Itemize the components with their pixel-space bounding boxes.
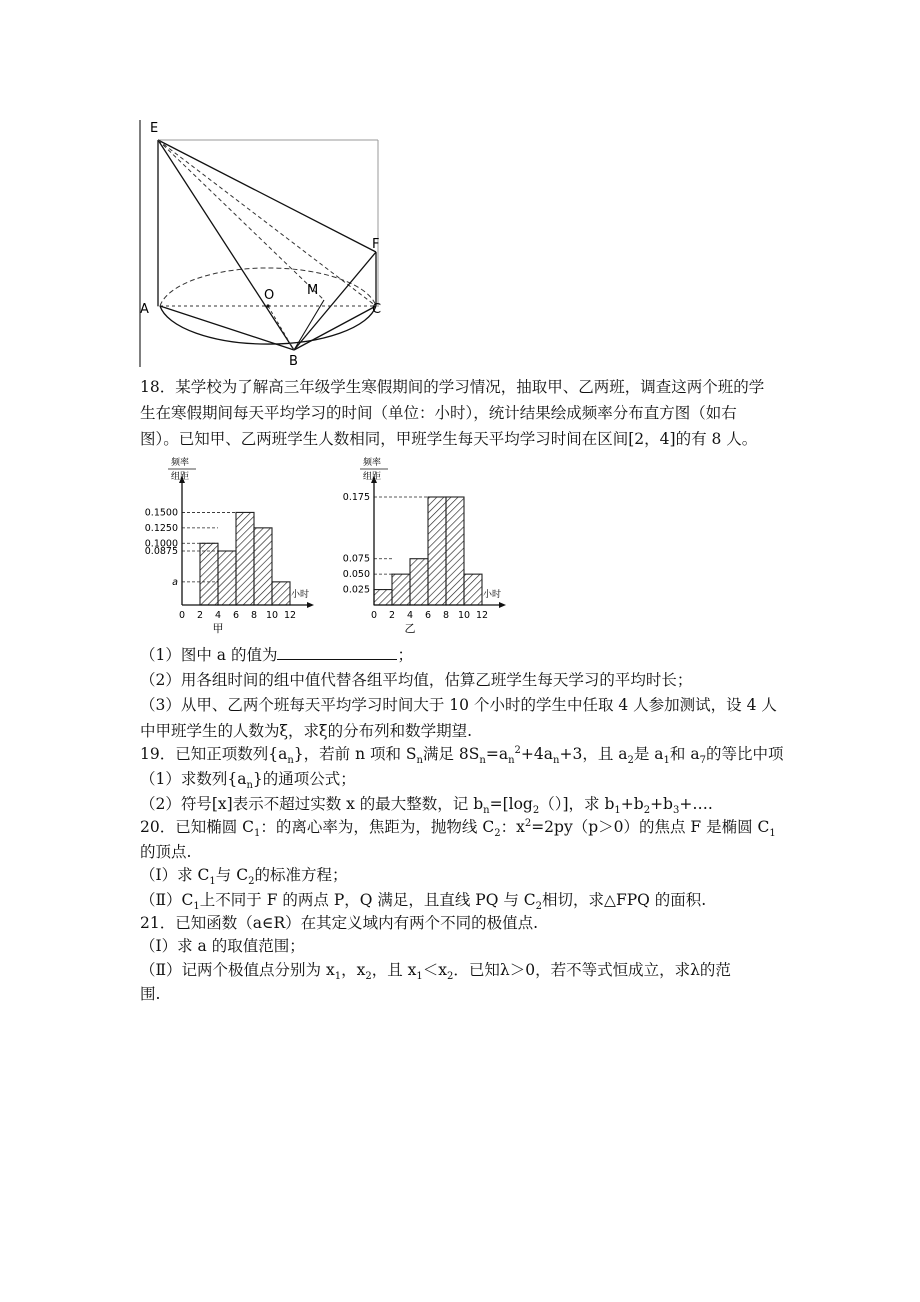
t: 是 a — [633, 745, 664, 763]
sub: 2 — [365, 971, 372, 983]
y-tick-label: 0.1500 — [144, 507, 178, 519]
q21-line-1: 21．已知函数（a∈R）在其定义域内有两个不同的极值点. — [140, 914, 539, 932]
y-label-top: 频率 — [170, 458, 190, 468]
t: +3，且 a — [559, 745, 628, 763]
sub: 1 — [334, 971, 342, 983]
sub: n — [483, 805, 490, 817]
label-F: F — [372, 237, 380, 252]
x-tick-label: 4 — [214, 610, 222, 621]
t: ：x — [500, 818, 525, 836]
chart-title: 乙 — [404, 622, 416, 635]
x-tick-label: 0 — [370, 610, 378, 621]
sub: n — [287, 755, 294, 767]
q21-part-1: （Ⅰ）求 a 的取值范围； — [140, 937, 305, 955]
x-axis-label: 小时 — [482, 590, 502, 600]
histogram-bar — [236, 512, 254, 605]
q19-part-1 — [140, 769, 356, 792]
sub: n — [508, 755, 515, 767]
sub: 1 — [416, 971, 423, 983]
t: }的通项公式； — [252, 770, 356, 788]
x-tick-label: 12 — [475, 610, 489, 621]
geometry-figure — [132, 112, 402, 370]
q18-part-3b: 中甲班学生的人数为ξ，求ξ的分布列和数学期望. — [140, 722, 473, 740]
t: ，x — [341, 961, 366, 979]
t: （）]，求 b — [539, 795, 615, 813]
t: ：的离心率为，焦距为，抛物线 C — [260, 818, 495, 836]
t: ，且 x — [371, 961, 417, 979]
t: =[log — [489, 795, 533, 813]
sub: 1 — [663, 755, 670, 767]
label-O: O — [264, 288, 275, 303]
histogram-bar — [218, 551, 236, 605]
q18-part-3a: （3）从甲、乙两个班每天平均学习时间大于 10 个小时的学生中任取 4 人参加测试，设 4 人 — [140, 696, 777, 714]
label-A: A — [140, 302, 149, 317]
sub: 1 — [614, 805, 621, 817]
x-tick-label: 4 — [406, 610, 414, 621]
t: （Ⅱ）C — [140, 891, 194, 909]
q18-part-1-end: ； — [397, 646, 413, 664]
sub: 2 — [248, 876, 255, 888]
histogram-bar — [272, 582, 290, 605]
t: （Ⅰ）求 C — [140, 866, 210, 884]
q18-part-1-text: （1）图中 a 的值为 — [140, 646, 278, 664]
x-tick-label: 2 — [196, 610, 204, 621]
x-tick-label: 10 — [457, 610, 471, 621]
histogram-bar — [428, 497, 446, 605]
t: 上不同于 F 的两点 P，Q 满足，且直线 PQ 与 C — [199, 891, 536, 909]
y-tick-label: a — [172, 576, 178, 588]
t: ＜x — [422, 961, 448, 979]
histogram-yi — [330, 455, 510, 640]
t: 19．已知正项数列{a — [140, 745, 288, 763]
x-tick-label: 8 — [250, 610, 258, 621]
histogram-bar — [392, 574, 410, 605]
answer-blank — [277, 645, 397, 660]
sub: 3 — [672, 805, 680, 817]
label-M: M — [307, 283, 319, 298]
y-tick-label: 0.175 — [342, 492, 370, 503]
x-tick-label: 2 — [388, 610, 396, 621]
q18-line-3: 图）。已知甲、乙两班学生人数相同，甲班学生每天平均学习时间在区间[2，4]的有 8 人。 — [140, 430, 758, 448]
t: 和 a — [669, 745, 700, 763]
sub: n — [553, 755, 560, 767]
x-tick-label: 6 — [424, 610, 432, 621]
histogram-bar — [464, 574, 482, 605]
y-tick-label: 0.050 — [342, 569, 370, 581]
sub: 1 — [209, 876, 216, 888]
sub: 7 — [699, 755, 706, 767]
t: （2）符号[x]表示不超过实数 x 的最大整数，记 b — [140, 795, 484, 813]
chart-title: 甲 — [212, 622, 224, 635]
t: ．已知λ＞0，若不等式恒成立，求λ的范 — [453, 961, 731, 979]
y-label-bottom: 组距 — [170, 472, 190, 482]
label-E: E — [150, 121, 159, 136]
q18-line-2: 生在寒假期间每天平均学习的时间（单位：小时），统计结果绘成频率分布直方图（如右 — [140, 404, 737, 422]
sub: 1 — [769, 828, 776, 840]
label-B: B — [289, 354, 298, 369]
q20-part-2 — [140, 890, 707, 913]
sub: 2 — [535, 901, 543, 913]
q18-line-1: 18．某学校为了解高三年级学生寒假期间的学习情况，抽取甲、乙两班，调查这两个班的学 — [140, 378, 765, 396]
y-tick-label: 0.025 — [342, 584, 370, 596]
t: （1）求数列{a — [140, 770, 247, 788]
q21-part-2 — [140, 960, 731, 983]
histogram-bar — [200, 543, 218, 605]
sub: 1 — [254, 828, 261, 840]
q19-line-1 — [140, 744, 784, 767]
sub: n — [246, 780, 253, 792]
sub: 2 — [643, 805, 651, 817]
x-axis-label: 小时 — [290, 590, 310, 600]
q20-part-1 — [140, 865, 348, 888]
t: +4a — [520, 745, 554, 763]
x-tick-label: 0 — [178, 610, 186, 621]
sub: 2 — [494, 828, 501, 840]
sub: 2 — [532, 805, 540, 817]
t: =a — [485, 745, 509, 763]
sub: n — [416, 755, 423, 767]
histogram-bar — [374, 590, 392, 605]
t: 的标准方程； — [254, 866, 348, 884]
x-tick-label: 8 — [442, 610, 450, 621]
t: 20．已知椭圆 C — [140, 818, 255, 836]
t: （Ⅱ）记两个极值点分别为 x — [140, 961, 335, 979]
histogram-jia — [138, 455, 318, 640]
t: =2py（p＞0）的焦点 F 是椭圆 C — [531, 818, 770, 836]
histogram-bar — [254, 528, 272, 605]
q18-part-1 — [140, 645, 413, 665]
t: }，若前 n 项和 S — [293, 745, 417, 763]
t: +b — [650, 795, 673, 813]
q19-part-2 — [140, 794, 713, 817]
q20-line-2: 的顶点. — [140, 843, 192, 861]
t: 相切，求△FPQ 的面积. — [542, 891, 707, 909]
y-tick-label: 0.1250 — [144, 522, 178, 534]
y-label-bottom: 组距 — [362, 472, 382, 482]
x-axis-arrow — [499, 602, 506, 608]
sub: n — [479, 755, 486, 767]
sup: 2 — [524, 817, 532, 829]
y-label-top: 频率 — [362, 458, 382, 468]
sub: 1 — [193, 901, 200, 913]
x-tick-label: 12 — [283, 610, 297, 621]
t: 与 C — [215, 866, 249, 884]
q20-line-1 — [140, 817, 776, 840]
y-tick-label: 0.0875 — [144, 546, 178, 557]
sub: 2 — [447, 971, 454, 983]
x-tick-label: 10 — [265, 610, 279, 621]
y-tick-label: 0.1000 — [144, 538, 178, 550]
histogram-bar — [410, 559, 428, 605]
t: +b — [620, 795, 644, 813]
sup: 2 — [514, 744, 521, 756]
t: 的等比中项 — [705, 745, 784, 763]
q18-part-2: （2）用各组时间的组中值代替各组平均值，估算乙班学生每天学习的平均时长； — [140, 671, 693, 689]
x-tick-label: 6 — [232, 610, 240, 621]
y-tick-label: 0.075 — [342, 553, 370, 565]
histogram-bar — [446, 497, 464, 605]
label-C: C — [372, 302, 382, 317]
t: 满足 8S — [422, 745, 480, 763]
sub: 2 — [627, 755, 634, 767]
t: +…. — [679, 795, 713, 813]
x-axis-arrow — [307, 602, 314, 608]
q21-part-2-cont: 围. — [140, 985, 161, 1003]
